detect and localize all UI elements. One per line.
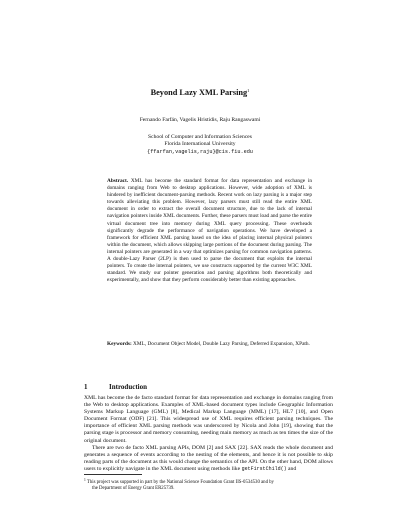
affiliation-school: School of Computer and Information Sciences xyxy=(148,134,252,140)
affiliation-block xyxy=(0,134,400,156)
intro-p2-text: There are two de facto XML parsing APIs, DOM [2] and SAX [22]. SAX reads the whole document and generates a sequence of events according to the nesting of the elements, and hence it is not possible to skip reading parts of the document as this would change the semantics of the API. On the other hand, DOM allows users to explicitly navigate in the XML document using methods like xyxy=(84,444,333,472)
footnote-line-1: This project was supported in part by the National Science Foundation Grant IIS-0534530 and by xyxy=(86,480,274,485)
intro-paragraph-2 xyxy=(84,445,333,473)
footnote-marker: 1 xyxy=(84,478,86,482)
intro-p2-end: and xyxy=(288,465,297,472)
keywords-text: XML, Document Object Model, Double Lazy Parsing, Deferred Expansion, XPath. xyxy=(133,341,310,347)
paper-title-text: Beyond Lazy XML Parsing xyxy=(150,88,248,97)
title-footnote-marker: 1 xyxy=(247,88,250,93)
footnote xyxy=(84,477,333,492)
abstract-text: XML has become the standard format for data representation and exchange in domains ranging from Web to desktop applications. However, wide adoption of XML is hindered by inefficient document-parsing methods. Recent work on lazy parsing is a major step towards alleviating this problem. However, lazy parsers must still read the entire XML document in order to extract the overall document structure, due to the lack of internal navigation pointers inside XML documents. Further, these parsers must load and parse the entire virtual document tree into memory during XML query processing. These overheads significantly degrade the performance of navigation operations. We have developed a framework for efficient XML parsing based on the idea of placing internal physical pointers within the document, which allows skipping large portions of the document during parsing. The internal pointers are generated in a way that optimizes parsing for common navigation patterns. A double-Lazy Parser (2LP) is then used to parse the document that exploits the internal pointers. To create the internal pointers, we use constructs supported by the current W3C XML standard. We study our pointer generation and parsing algorithms both theoretically and experimentally, and show that they perform considerably better than existing approaches. xyxy=(107,178,312,284)
footnote-line-2: the Department of Energy Grant ER25739. xyxy=(92,486,175,492)
footnote-rule xyxy=(84,474,142,475)
affiliation-university: Florida International University xyxy=(164,141,236,148)
section-title: Introduction xyxy=(109,383,147,391)
author-list: Fernando Farfán, Vagelis Hristidis, Raju Rangaswami xyxy=(139,117,261,123)
keywords-block xyxy=(107,341,312,348)
keywords-label: Keywords: xyxy=(107,341,132,347)
introduction-body xyxy=(84,395,333,473)
intro-p2-code: getFirstChild() xyxy=(241,465,287,472)
abstract-label: Abstract. xyxy=(107,178,129,184)
section-number: 1 xyxy=(84,383,88,391)
abstract-block xyxy=(107,178,312,284)
author-emails: {ffarfan,vagelis,raju}@cis.fiu.edu xyxy=(147,148,253,155)
intro-paragraph-1: XML has become the de facto standard format for data representation and exchange in domains ranging from the Web to desktop applications. Examples of XML-based document types include Geographic Information Systems Markup Language (GML) [8], Medical Markup Language (MML) [17], HL7 [10], and Open Document Format (ODF) [21]. This widespread use of XML requires efficient parsing techniques. The importance of efficient XML parsing methods was underscored by Nicola and John [19], showing that the parsing stage is processor and memory consuming, needing main memory as much as ten times the size of the original document. xyxy=(84,395,333,444)
paper-title xyxy=(0,86,400,98)
section-heading xyxy=(84,383,147,392)
